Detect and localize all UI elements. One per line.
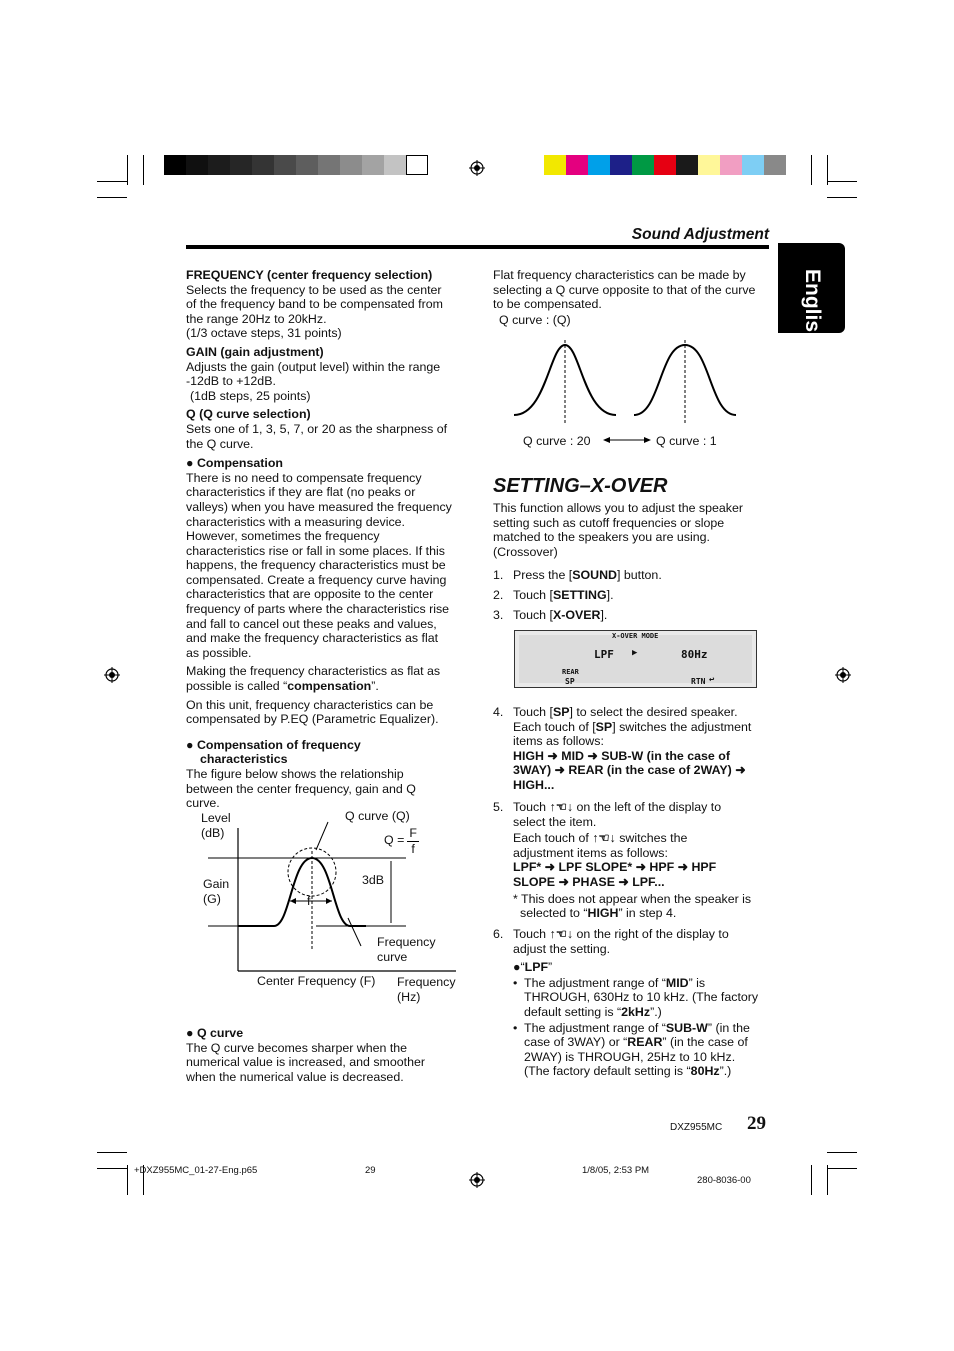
bullet-text: THROUGH, 630Hz to 10 kHz. (The factory (524, 990, 759, 1005)
step-text: Each touch of (513, 831, 589, 846)
lpf-quote: ” (548, 960, 553, 975)
text-line: curve. (186, 796, 220, 811)
bullet-text: The adjustment range of “ (524, 1020, 666, 1035)
leader-line (348, 918, 361, 946)
label-line: Frequency (377, 935, 436, 949)
text-line: characteristics if they are flat (no peaks or (186, 485, 416, 500)
bullet-icon: ● (186, 1026, 194, 1040)
step-5 (493, 800, 773, 921)
default-2khz: 2kHz (621, 1004, 651, 1019)
text-line: This function allows you to adjust the speaker (493, 501, 744, 515)
label-line: curve (377, 949, 408, 964)
text-line: Sets one of 1, 3, 5, 7, or 20 as the sharpness of (186, 421, 448, 436)
sp-label: SP (552, 705, 570, 719)
header-rule (186, 245, 769, 249)
crop-mark (827, 1152, 857, 1153)
step-number: 5. (493, 800, 504, 814)
step-text: ]. (606, 588, 614, 602)
fig-center-freq-label: Center Frequency (F) (257, 974, 376, 988)
step-text: Touch [ (513, 608, 553, 622)
crop-mark (97, 1152, 127, 1153)
label-line: Level (201, 811, 231, 825)
color-swatch (742, 155, 764, 175)
crop-mark (97, 1168, 127, 1169)
note-text: selected to “ (520, 906, 588, 921)
color-swatch (632, 155, 654, 175)
text-line: Selects the frequency to be used as the center (186, 282, 442, 297)
bullet-icon: ● (186, 737, 194, 752)
text-line: ”. (371, 679, 379, 694)
step-number: 1. (493, 568, 504, 582)
bell-curve (238, 858, 366, 926)
registration-mark-icon (104, 667, 120, 683)
crop-mark (827, 181, 857, 182)
label-line: Gain (203, 877, 230, 891)
step-6 (493, 927, 773, 1079)
peq-text (186, 698, 471, 727)
display-rear: REAR (562, 668, 579, 676)
bullet-text: case of 3WAY) or “ (524, 1035, 628, 1050)
sp-label: SP (595, 719, 613, 734)
text-line: frequency of parts where the characteristics rise (186, 602, 450, 617)
display-mode-title: X-OVER MODE (612, 632, 659, 640)
step-number: 3. (493, 608, 504, 622)
crop-mark (97, 181, 127, 182)
step-text: on the right of the display to (576, 927, 729, 941)
text-line: compensated by P.EQ (Parametric Equalizer). (186, 712, 439, 727)
text-line: valleys) when you have measured the frequency (186, 499, 452, 514)
step-3 (493, 608, 608, 623)
text-line: characteristics rise or fall in some places. If this (186, 543, 445, 558)
color-swatch (654, 155, 676, 175)
bullet-text: ” (in the (707, 1020, 750, 1035)
lpf-label: LPF (524, 960, 549, 975)
frequency-text (186, 283, 471, 341)
footer-file: +DXZ955MC_01-27-Eng.p65 (134, 1165, 258, 1176)
display-sp-button[interactable]: SP (565, 677, 575, 686)
crop-mark (827, 1165, 828, 1195)
text-line: -12dB to +12dB. (186, 374, 276, 389)
q-text (186, 422, 471, 451)
text-line: characteristics with a measuring device. (186, 514, 405, 529)
text-line: However, sometimes the frequency (186, 529, 380, 544)
text-line: and make the frequency characteristics as flat (186, 631, 439, 646)
color-swatch (252, 155, 274, 175)
display-item[interactable]: LPF (594, 648, 614, 661)
text-line: of the frequency band to be compensated from (186, 297, 443, 312)
text-line: and fall to cancel out these peaks and values, (186, 616, 437, 631)
color-swatch (340, 155, 362, 175)
step-text: ]. (600, 608, 608, 622)
crop-mark (827, 197, 857, 198)
crop-mark (811, 155, 812, 185)
display-screen (519, 635, 752, 683)
bullet-text: 2WAY) is THROUGH, 25Hz to 10 kHz. (524, 1049, 736, 1064)
step-text: ] switches the adjustment (612, 719, 752, 734)
label-line: (dB) (201, 825, 225, 840)
step-text: switches the (619, 831, 688, 846)
text-line: The Q curve becomes sharper when the (186, 1040, 408, 1055)
footer-code: 280-8036-00 (697, 1175, 751, 1186)
step-number: 6. (493, 927, 504, 941)
label-line: (Hz) (397, 989, 421, 1004)
speaker-sequence: 3WAY) ➜ REAR (in the case of 2WAY) ➜ (513, 763, 746, 778)
flat-characteristics-text (493, 268, 773, 312)
text-line: matched to the speakers you are using. (493, 530, 710, 545)
flat-text (186, 664, 471, 693)
xover-label: X-OVER (552, 608, 601, 622)
sound-button-label: SOUND (572, 568, 617, 582)
text-line: when the numerical value is decreased. (186, 1069, 404, 1084)
subw-label: SUB-W (665, 1020, 708, 1035)
text-line: to be compensated. (493, 297, 602, 312)
color-swatch (318, 155, 340, 175)
color-swatch (698, 155, 720, 175)
rear-label: REAR (627, 1035, 663, 1050)
text-line: The figure below shows the relationship (186, 767, 404, 781)
text-line: compensated. Create a frequency curve having (186, 572, 447, 587)
crop-mark (143, 155, 144, 185)
display-rtn-button[interactable]: RTN (691, 677, 706, 686)
footer-date: 1/8/05, 2:53 PM (582, 1165, 650, 1176)
step-text: Touch [ (513, 588, 553, 602)
color-swatch (764, 155, 786, 175)
fig-freq-curve-label (377, 935, 436, 964)
text-line: (1dB steps, 25 points) (190, 388, 311, 403)
return-icon: ↩ (709, 675, 715, 685)
bullet-text: The adjustment range of “ (524, 975, 666, 990)
text-line: the Q curve. (186, 436, 254, 451)
fig-freq-hz-label (397, 975, 456, 1004)
crop-mark (127, 1165, 128, 1195)
color-swatch (230, 155, 252, 175)
color-swatch (384, 155, 406, 175)
registration-mark-icon (835, 667, 851, 683)
color-swatch (274, 155, 296, 175)
crop-mark (811, 1165, 812, 1195)
step-text: adjustment items as follows: (513, 845, 668, 860)
label-line: Frequency (397, 975, 456, 989)
step-1 (493, 568, 662, 583)
high-label: HIGH (587, 906, 619, 921)
fig-q-curve-label: Q curve (Q) (345, 809, 410, 823)
comp-freq-heading-line: characteristics (200, 752, 288, 767)
q-eq-prefix: Q = (384, 833, 405, 847)
language-tab (778, 243, 845, 345)
step-text: Touch (513, 800, 547, 814)
text-line: numerical value is increased, and smoother (186, 1055, 425, 1070)
text-line: On this unit, frequency characteristics can be (186, 697, 434, 712)
text-line: possible is called “ (186, 679, 288, 694)
fig-3db-label: 3dB (362, 873, 385, 887)
step-text: adjust the setting. (513, 941, 611, 956)
fig-q-equation (384, 826, 419, 856)
bullet-icon: ● (513, 960, 521, 975)
item-sequence: SLOPE ➜ PHASE ➜ LPF... (513, 874, 665, 889)
q-curve-comparison-figure (510, 335, 740, 427)
color-swatch (406, 155, 428, 175)
color-swatch (544, 155, 566, 175)
touch-gesture-icon: ↑☜↓ (549, 800, 574, 814)
speaker-sequence: HIGH... (513, 777, 555, 792)
q-curve-heading-text: Q curve (196, 1026, 244, 1040)
registration-mark-icon (469, 1172, 485, 1188)
crop-mark (827, 1168, 857, 1169)
text-line: Flat frequency characteristics can be made by (493, 268, 746, 282)
step-text: ] button. (616, 568, 662, 582)
fig-gain-label (203, 877, 229, 906)
touch-gesture-icon: ↑☜↓ (549, 927, 574, 941)
double-arrow-icon (603, 435, 651, 445)
gain-text (186, 360, 471, 404)
q20-label: Q curve : 20 (523, 434, 591, 448)
label-line: (G) (203, 891, 221, 906)
color-swatch (720, 155, 742, 175)
footer-page: 29 (365, 1165, 376, 1176)
bullet-icon: ● (186, 456, 194, 471)
fig-level-label (201, 811, 231, 840)
color-swatch (186, 155, 208, 175)
color-swatch (164, 155, 186, 175)
text-line: characteristics that are opposite to the center (186, 587, 434, 602)
q-heading: Q (Q curve selection) (186, 407, 311, 422)
color-swatch (588, 155, 610, 175)
q-curve-caption: Q curve : (Q) (499, 313, 571, 327)
q-eq-den: f (411, 841, 415, 856)
note-text: * This does not appear when the speaker is (513, 891, 752, 906)
item-sequence: LPF* ➜ LPF SLOPE* ➜ HPF ➜ HPF (513, 860, 717, 875)
compensation-text (186, 471, 471, 661)
lpf-quote: “ (520, 960, 525, 975)
color-swatch (676, 155, 698, 175)
text-line: as possible. (186, 645, 252, 660)
subw-range-bullet: • The adjustment range of “SUB-W” (in the case of 3WAY) or “REAR” (in the case of 2WAY) is THROUGH, 25Hz to 10 kHz. (The factory default setting is “80Hz”.) (513, 1020, 750, 1079)
note-text: ” in step 4. (618, 906, 677, 921)
step-4 (493, 705, 773, 792)
model-number: DXZ955MC (670, 1122, 723, 1133)
q-curve-text (186, 1041, 471, 1085)
q-eq-num: F (409, 826, 417, 840)
compensation-heading-text: Compensation (196, 456, 283, 471)
text-line: the range 20Hz to 20kHz. (186, 311, 327, 326)
crop-mark (97, 197, 127, 198)
text-line: Making the frequency characteristics as flat as (186, 664, 441, 679)
step-number: 4. (493, 705, 504, 719)
bullet-text: ”.) (650, 1004, 662, 1019)
step-text: Each touch of [ (513, 719, 596, 734)
step-number: 2. (493, 588, 504, 602)
frequency-heading: FREQUENCY (center frequency selection) (186, 268, 433, 282)
language-tab-label: English (801, 269, 824, 345)
mid-range-bullet: • The adjustment range of “MID” is THROUGH, 630Hz to 10 kHz. (The factory default setting is “2kHz”.) (513, 975, 759, 1019)
text-line: between the center frequency, gain and Q (186, 781, 416, 796)
touch-gesture-icon: ↑☜↓ (592, 831, 616, 846)
bullet-text: ” (in the case of (662, 1035, 748, 1050)
text-line: There is no need to compensate frequency (186, 470, 422, 485)
crop-mark (827, 155, 828, 185)
leader-line (316, 822, 328, 850)
section-title: Sound Adjustment (631, 226, 769, 243)
step-text: ] to select the desired speaker. (569, 705, 738, 719)
compensation-term: compensation (287, 679, 372, 694)
play-arrow-icon: ▶ (632, 648, 638, 658)
step-text: select the item. (513, 814, 597, 829)
text-line: setting such as cutoff frequencies or slope (493, 515, 725, 530)
text-line: selecting a Q curve opposite to that of the curve (493, 282, 756, 297)
text-line: Adjusts the gain (output level) within the range (186, 359, 441, 374)
crop-mark (127, 155, 128, 185)
default-80hz: 80Hz (690, 1064, 720, 1079)
q-curve-section (186, 1026, 471, 1084)
bullet-text: default setting is “ (524, 1004, 622, 1019)
step-text: items as follows: (513, 734, 604, 749)
gain-heading: GAIN (gain adjustment) (186, 344, 324, 359)
comp-freq-heading-line: Compensation of frequency (196, 737, 361, 752)
page-number: 29 (747, 1113, 766, 1134)
comp-freq-heading (186, 738, 471, 767)
speaker-sequence: HIGH ➜ MID ➜ SUB-W (in the case of (513, 748, 730, 763)
text-line: happens, the frequency characteristics must be (186, 558, 446, 573)
text-line: (1/3 octave steps, 31 points) (186, 326, 342, 341)
left-column (186, 268, 471, 811)
color-swatch (362, 155, 384, 175)
color-swatch (610, 155, 632, 175)
step-2 (493, 588, 614, 603)
registration-mark-icon (469, 160, 485, 176)
step-text: Touch [ (513, 705, 553, 719)
compensation-heading (186, 456, 471, 471)
step-text: on the left of the display to (576, 800, 722, 814)
step-text: Press the [ (513, 568, 573, 582)
comp-freq-text (186, 767, 471, 811)
bullet-text: ”.) (719, 1064, 732, 1079)
color-swatch (566, 155, 588, 175)
text-line: (Crossover) (493, 544, 558, 559)
display-value[interactable]: 80Hz (681, 648, 708, 661)
q1-label: Q curve : 1 (656, 434, 717, 448)
setting-label: SETTING (552, 588, 607, 602)
mid-label: MID (665, 975, 689, 990)
fig-f-label: f (307, 894, 311, 908)
xover-intro (493, 501, 773, 559)
bullet-text: ” is (688, 975, 706, 990)
xover-title: SETTING–X-OVER (493, 475, 668, 497)
xover-display (514, 630, 757, 688)
color-swatch (208, 155, 230, 175)
step-text: Touch (513, 927, 547, 941)
q-curve-heading (186, 1026, 471, 1041)
color-swatch (296, 155, 318, 175)
bullet-text: (The factory default setting is “ (524, 1064, 691, 1079)
